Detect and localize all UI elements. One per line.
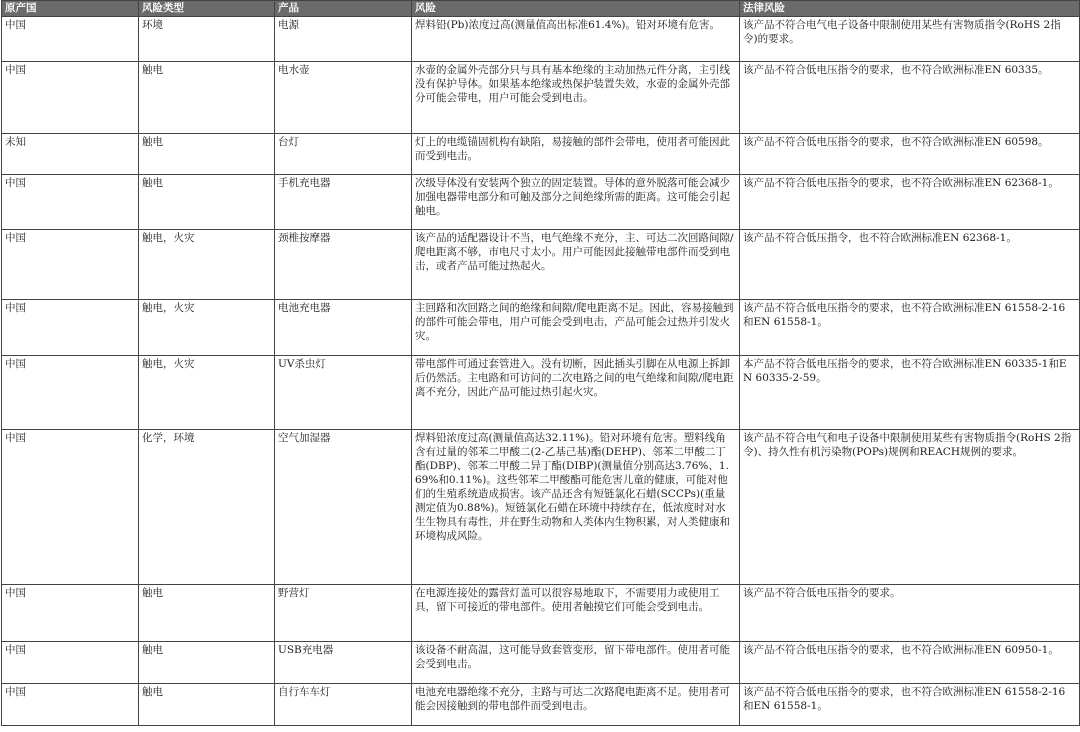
country-cell: 中国 bbox=[2, 356, 139, 430]
product-cell: 台灯 bbox=[275, 134, 412, 175]
risk-type-cell: 触电 bbox=[139, 134, 275, 175]
table-row bbox=[2, 17, 1080, 62]
risk-type-cell: 触电，火灾 bbox=[139, 300, 275, 356]
country-cell: 中国 bbox=[2, 300, 139, 356]
risk-type-cell: 触电 bbox=[139, 684, 275, 726]
column-header-legal-risk: 法律风险 bbox=[740, 1, 1080, 17]
table-row bbox=[2, 684, 1080, 726]
risk-cell: 带电部件可通过套管进入。没有切断，因此插头引脚在从电源上拆卸后仍然活。主电路和可访问的二次电路之间的电气绝缘和间隙/爬电距离不充分，因此产品可能过热引起火灾。 bbox=[412, 356, 740, 430]
risk-cell: 次级导体没有安装两个独立的固定装置。导体的意外脱落可能会减少加强电器带电部分和可触及部分之间绝缘所需的距离。这可能会引起触电。 bbox=[412, 175, 740, 230]
risk-type-cell: 触电 bbox=[139, 62, 275, 134]
column-header-product: 产品 bbox=[275, 1, 412, 17]
product-cell: 颈椎按摩器 bbox=[275, 230, 412, 300]
country-cell: 中国 bbox=[2, 585, 139, 642]
risk-type-cell: 化学，环境 bbox=[139, 430, 275, 585]
legal-risk-cell: 该产品不符合低电压指令的要求，也不符合欧洲标准EN 61558-2-16和EN 61558-1。 bbox=[740, 300, 1080, 356]
table-row bbox=[2, 134, 1080, 175]
risk-cell: 水壶的金属外壳部分只与具有基本绝缘的主动加热元件分离，主引线没有保护导体。如果基本绝缘或热保护装置失效，水壶的金属外壳部分可能会带电，用户可能会受到电击。 bbox=[412, 62, 740, 134]
table-row bbox=[2, 585, 1080, 642]
table-row bbox=[2, 356, 1080, 430]
product-cell: 电源 bbox=[275, 17, 412, 62]
product-cell: UV杀虫灯 bbox=[275, 356, 412, 430]
risk-cell: 电池充电器绝缘不充分，主路与可达二次路爬电距离不足。使用者可能会因接触到的带电部件而受到电击。 bbox=[412, 684, 740, 726]
product-cell: 电水壶 bbox=[275, 62, 412, 134]
risk-cell: 焊料铅(Pb)浓度过高(测量值高出标准61.4%)。铅对环境有危害。 bbox=[412, 17, 740, 62]
risk-type-cell: 触电 bbox=[139, 585, 275, 642]
product-cell: 电池充电器 bbox=[275, 300, 412, 356]
table-header bbox=[2, 1, 1080, 17]
legal-risk-cell: 该产品不符合低压指令，也不符合欧洲标准EN 62368-1。 bbox=[740, 230, 1080, 300]
product-cell: 手机充电器 bbox=[275, 175, 412, 230]
table-row bbox=[2, 642, 1080, 684]
risk-type-cell: 环境 bbox=[139, 17, 275, 62]
risk-cell: 灯上的电缆锚固机构有缺陷，易接触的部件会带电，使用者可能因此而受到电击。 bbox=[412, 134, 740, 175]
risk-type-cell: 触电 bbox=[139, 175, 275, 230]
product-cell: 野营灯 bbox=[275, 585, 412, 642]
legal-risk-cell: 该产品不符合低电压指令的要求，也不符合欧洲标准EN 60598。 bbox=[740, 134, 1080, 175]
column-header-risk: 风险 bbox=[412, 1, 740, 17]
country-cell: 中国 bbox=[2, 684, 139, 726]
product-cell: 空气加湿器 bbox=[275, 430, 412, 585]
legal-risk-cell: 该产品不符合低电压指令的要求，也不符合欧洲标准EN 60335。 bbox=[740, 62, 1080, 134]
product-cell: USB充电器 bbox=[275, 642, 412, 684]
country-cell: 中国 bbox=[2, 175, 139, 230]
risk-type-cell: 触电，火灾 bbox=[139, 356, 275, 430]
table-body bbox=[2, 17, 1080, 726]
legal-risk-cell: 该产品不符合低电压指令的要求，也不符合欧洲标准EN 60950-1。 bbox=[740, 642, 1080, 684]
legal-risk-cell: 本产品不符合低电压指令的要求，也不符合欧洲标准EN 60335-1和EN 60335-2-59。 bbox=[740, 356, 1080, 430]
table-row bbox=[2, 430, 1080, 585]
country-cell: 中国 bbox=[2, 62, 139, 134]
header-row bbox=[2, 1, 1080, 17]
risk-cell: 主回路和次回路之间的绝缘和间隙/爬电距离不足。因此，容易接触到的部件可能会带电，用户可能会受到电击，产品可能会过热并引发火灾。 bbox=[412, 300, 740, 356]
country-cell: 未知 bbox=[2, 134, 139, 175]
risk-cell: 在电源连接处的露营灯盖可以很容易地取下，不需要用力或使用工具，留下可接近的带电部件。使用者触摸它们可能会受到电击。 bbox=[412, 585, 740, 642]
country-cell: 中国 bbox=[2, 230, 139, 300]
risk-table bbox=[1, 0, 1080, 726]
country-cell: 中国 bbox=[2, 642, 139, 684]
risk-cell: 焊料铅浓度过高(测量值高达32.11%)。铅对环境有危害。塑料线角含有过量的邻苯二甲酸二(2-乙基己基)酯(DEHP)、邻苯二甲酸二丁酯(DBP)、邻苯二甲酸二异丁酯(DIBP)(测量值分别高达3.76%、1.69%和0.11%)。这些邻苯二甲酸酯可能危害儿童的健康，可能对他们的生殖系统造成损害。该产品还含有短链氯化石蜡(SCCPs)(重量测定值为0.88%)。短链氯化石蜡在环境中持续存在，低浓度时对水生生物具有毒性，并在野生动物和人类体内生物积累，对人类健康和环境构成风险。 bbox=[412, 430, 740, 585]
country-cell: 中国 bbox=[2, 430, 139, 585]
legal-risk-cell: 该产品不符合低电压指令的要求，也不符合欧洲标准EN 62368-1。 bbox=[740, 175, 1080, 230]
product-cell: 自行车车灯 bbox=[275, 684, 412, 726]
risk-cell: 该产品的适配器设计不当，电气绝缘不充分，主、可达二次回路间隙/爬电距离不够，市电尺寸太小。用户可能因此接触带电部件而受到电击，或者产品可能过热起火。 bbox=[412, 230, 740, 300]
legal-risk-cell: 该产品不符合电气和电子设备中限制使用某些有害物质指令(RoHS 2指令)、持久性有机污染物(POPs)规例和REACH规例的要求。 bbox=[740, 430, 1080, 585]
legal-risk-cell: 该产品不符合低电压指令的要求。 bbox=[740, 585, 1080, 642]
table-row bbox=[2, 300, 1080, 356]
table-row bbox=[2, 62, 1080, 134]
table-row bbox=[2, 230, 1080, 300]
column-header-country: 原产国 bbox=[2, 1, 139, 17]
legal-risk-cell: 该产品不符合电气电子设备中限制使用某些有害物质指令(RoHS 2指令)的要求。 bbox=[740, 17, 1080, 62]
risk-type-cell: 触电 bbox=[139, 642, 275, 684]
legal-risk-cell: 该产品不符合低电压指令的要求，也不符合欧洲标准EN 61558-2-16和EN 61558-1。 bbox=[740, 684, 1080, 726]
column-header-risk-type: 风险类型 bbox=[139, 1, 275, 17]
risk-cell: 该设备不耐高温，这可能导致套管变形，留下带电部件。使用者可能会受到电击。 bbox=[412, 642, 740, 684]
risk-type-cell: 触电，火灾 bbox=[139, 230, 275, 300]
country-cell: 中国 bbox=[2, 17, 139, 62]
table-row bbox=[2, 175, 1080, 230]
